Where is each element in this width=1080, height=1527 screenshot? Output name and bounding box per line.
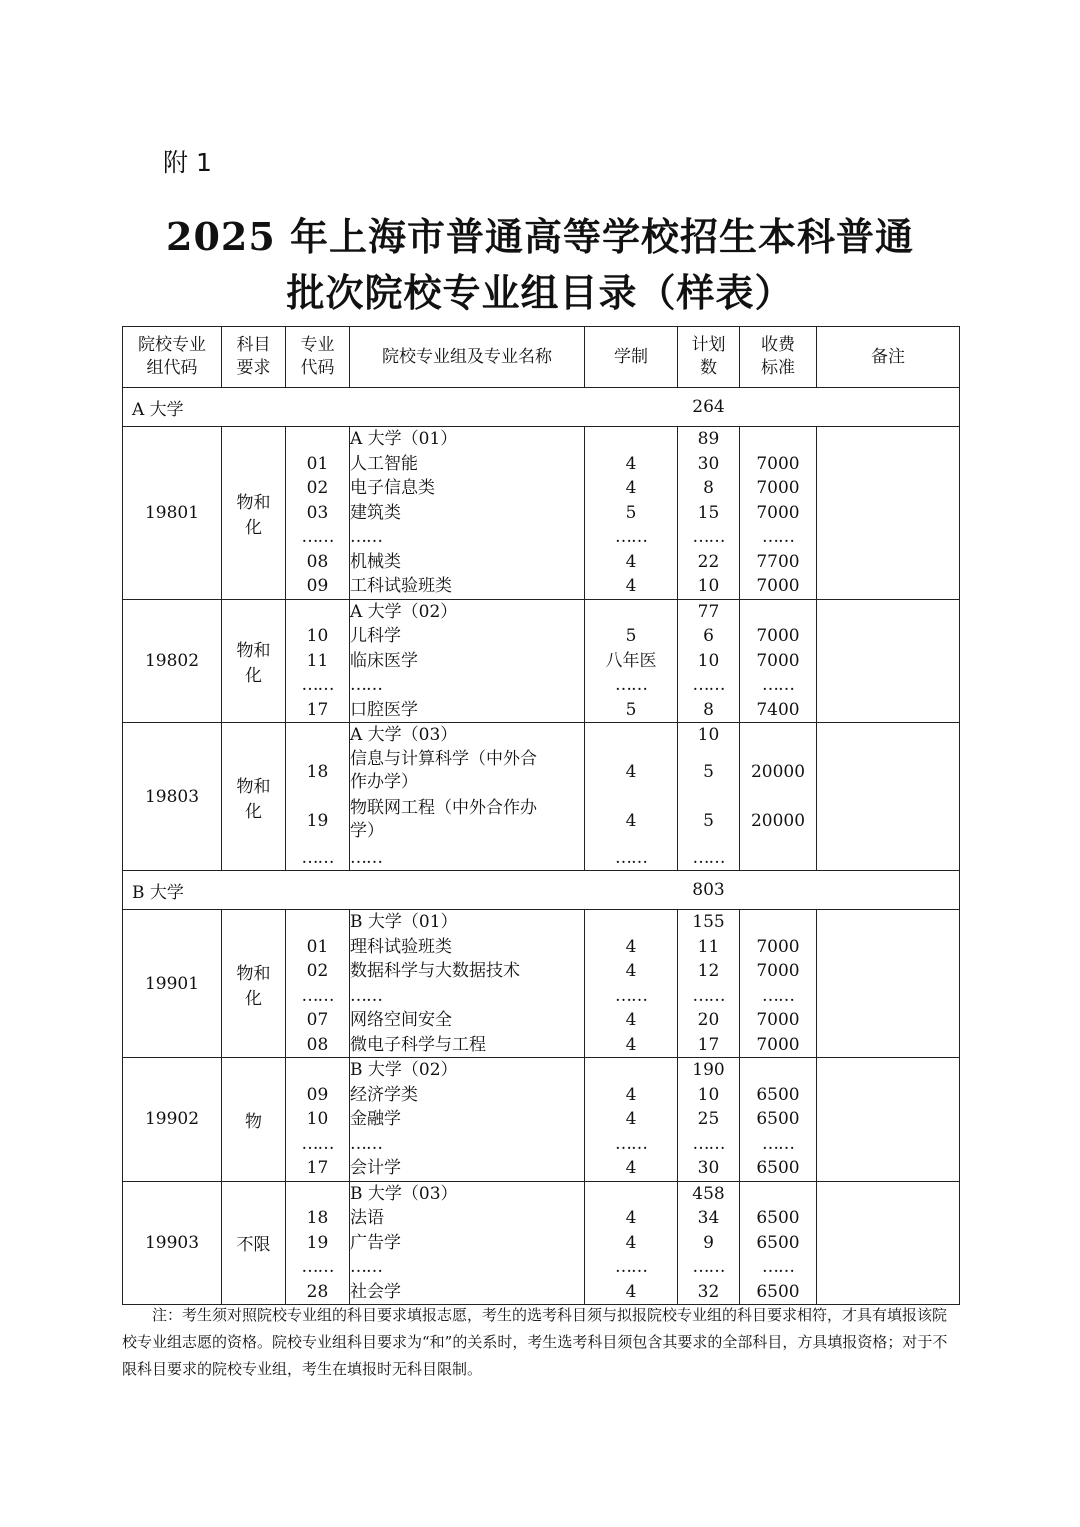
major-name: 社会学: [350, 1281, 401, 1302]
subject-requirement: [222, 1181, 286, 1305]
major-code-blank: [286, 1182, 349, 1207]
duration-cell: [585, 1181, 678, 1305]
duration-blank: [585, 910, 677, 935]
duration-cell: [585, 723, 678, 871]
header-group-code: 院校专业 组代码: [123, 327, 222, 388]
page-title-line-1: 2025 年上海市普通高等学校招生本科普通: [166, 214, 914, 259]
major-name: 理科试验班类: [350, 936, 452, 957]
major-code-cell: [286, 1058, 350, 1182]
major-fee: 7000: [756, 502, 800, 523]
major-name: 广告学: [350, 1232, 401, 1253]
duration-blank: [585, 1058, 677, 1083]
group-row: [123, 910, 960, 1058]
major-duration: 4: [625, 1010, 637, 1030]
major-plan: ……: [692, 1257, 725, 1277]
remark-cell: [817, 723, 960, 871]
major-name: 金融学: [350, 1109, 401, 1129]
major-name-line: 作办学）: [350, 771, 418, 792]
university-name: B 大学: [123, 871, 678, 910]
major-name: ……: [350, 847, 382, 868]
university-row-blank: [740, 388, 960, 427]
major-duration: ……: [615, 1133, 647, 1154]
major-duration: 4: [625, 453, 637, 474]
major-duration: 4: [625, 961, 637, 981]
major-code: 10: [306, 626, 329, 646]
group-name: A 大学（02）: [350, 601, 458, 622]
major-code: 18: [306, 1208, 329, 1228]
subject-requirement: [222, 910, 286, 1058]
fee-cell: [740, 427, 817, 600]
major-fee: ……: [762, 1257, 794, 1277]
major-name: ……: [350, 1257, 382, 1277]
group-plan: 155: [692, 912, 725, 932]
major-plan: 10: [697, 576, 720, 596]
duration-blank: [585, 723, 677, 748]
major-code-cell: [286, 723, 350, 871]
major-plan: 30: [697, 1158, 720, 1178]
group-plan: 458: [692, 1183, 725, 1204]
major-name: 法语: [350, 1208, 384, 1228]
subject-requirement: [222, 723, 286, 871]
university-name: A 大学: [123, 388, 678, 427]
major-code: ……: [301, 847, 334, 868]
major-code: 09: [306, 576, 329, 596]
major-fee: 6500: [756, 1109, 800, 1129]
major-plan: 22: [697, 551, 720, 572]
major-duration: 4: [625, 1109, 637, 1129]
plan-cell: [678, 599, 740, 723]
major-plan: 17: [697, 1034, 720, 1055]
subject-line: 物和: [236, 640, 271, 661]
fee-cell: [740, 1181, 817, 1305]
major-code: 07: [306, 1010, 329, 1030]
major-plan: 10: [697, 650, 720, 671]
major-code: 19: [306, 810, 329, 831]
group-name: B 大学（01）: [350, 912, 458, 932]
major-name: 经济学类: [350, 1084, 418, 1105]
subject-requirement: [222, 1058, 286, 1182]
major-code: 18: [306, 761, 329, 782]
major-name: 儿科学: [350, 626, 401, 646]
major-plan: 34: [697, 1208, 720, 1228]
major-name-cell: [350, 910, 585, 1058]
university-row-blank: [740, 871, 960, 910]
major-code: 08: [306, 1034, 329, 1055]
major-code-blank: [286, 1058, 349, 1083]
group-code: 19901: [123, 910, 222, 1058]
major-name: 电子信息类: [350, 478, 435, 498]
major-name-cell: [350, 1181, 585, 1305]
catalog-body: [123, 388, 960, 1305]
subject-requirement: [222, 599, 286, 723]
group-name: A 大学（03）: [350, 725, 458, 745]
group-code: 19903: [123, 1181, 222, 1305]
duration-cell: [585, 1058, 678, 1182]
fee-blank: [740, 427, 816, 452]
remark-cell: [817, 1058, 960, 1182]
major-plan: ……: [692, 985, 725, 1006]
major-code: 10: [306, 1109, 329, 1129]
group-code: 19802: [123, 599, 222, 723]
header-subject-requirement: 科目 要求: [222, 327, 286, 388]
major-fee: ……: [762, 985, 794, 1006]
plan-cell: [678, 723, 740, 871]
major-plan: ……: [692, 847, 725, 868]
major-duration: 5: [625, 626, 637, 646]
footnote: 注：考生须对照院校专业组的科目要求填报志愿，考生的选考科目须与拟报院校专业组的科目要求相符，才具有填报该院校专业组志愿的资格。院校专业组科目要求为“和”的关系时，考生选考科目须包含其要求的全部科目，方具填报资格；对于不限科目要求的院校专业组，考生在填报时无科目限制。: [122, 1306, 948, 1378]
remark-cell: [817, 599, 960, 723]
major-plan: 10: [697, 1084, 720, 1105]
major-code: 03: [306, 502, 329, 523]
plan-cell: [678, 1058, 740, 1182]
major-fee: 7000: [756, 1010, 800, 1030]
major-name-cell: [350, 723, 585, 871]
major-plan: 5: [703, 761, 714, 782]
major-name: 机械类: [350, 551, 401, 572]
major-duration: 4: [625, 478, 637, 498]
major-fee: 7400: [756, 699, 800, 720]
major-fee: [740, 846, 816, 871]
major-code: ……: [301, 985, 334, 1006]
plan-cell: [678, 910, 740, 1058]
major-name: ……: [350, 527, 382, 547]
major-name: ……: [350, 985, 382, 1006]
header-remark: 备注: [817, 327, 960, 388]
major-fee: ……: [762, 1133, 794, 1154]
major-plan: ……: [692, 1133, 725, 1154]
major-duration: 5: [625, 502, 637, 523]
major-name: ……: [350, 675, 382, 695]
major-name: 建筑类: [350, 502, 401, 523]
group-name: A 大学（01）: [350, 429, 458, 449]
major-code-blank: [286, 910, 349, 935]
major-plan: 12: [697, 961, 720, 981]
remark-cell: [817, 910, 960, 1058]
major-duration: 4: [625, 810, 637, 831]
major-fee: 7000: [756, 576, 800, 596]
subject-line: 不限: [236, 1235, 271, 1256]
major-duration: 4: [625, 761, 637, 782]
header-fee: 收费 标准: [740, 327, 817, 388]
major-fee: 7000: [756, 936, 800, 957]
university-row: [123, 388, 960, 427]
group-code: 19902: [123, 1058, 222, 1182]
duration-blank: [585, 427, 677, 452]
attachment-label: 附 1: [163, 148, 212, 177]
header-row: [123, 327, 960, 388]
major-code-blank: [286, 427, 349, 452]
catalog-table: [122, 326, 960, 1305]
group-plan: 89: [697, 429, 720, 449]
major-duration: ……: [615, 1257, 647, 1277]
major-name-cell: [350, 1058, 585, 1182]
major-name-line: 学）: [350, 820, 384, 841]
group-row: [123, 1181, 960, 1305]
major-name: 数据科学与大数据技术: [350, 961, 520, 981]
subject-line: 物: [245, 1111, 262, 1132]
major-fee: 7000: [756, 478, 800, 498]
major-code: 11: [306, 650, 329, 671]
major-plan: 8: [703, 699, 714, 720]
major-duration: 4: [625, 1158, 637, 1178]
header-plan: 计划 数: [678, 327, 740, 388]
major-fee: 7700: [756, 551, 800, 572]
major-code-cell: [286, 1181, 350, 1305]
fee-cell: [740, 1058, 817, 1182]
header-name: 院校专业组及专业名称: [350, 327, 585, 388]
university-total: 803: [678, 871, 740, 910]
major-name: 网络空间安全: [350, 1010, 452, 1030]
duration-cell: [585, 427, 678, 600]
major-name: 会计学: [350, 1158, 401, 1178]
major-name: 人工智能: [350, 453, 418, 474]
group-name: B 大学（02）: [350, 1060, 458, 1080]
major-code-blank: [286, 600, 349, 625]
major-code: 01: [306, 453, 329, 474]
major-fee: 7000: [756, 650, 800, 671]
plan-cell: [678, 427, 740, 600]
page-title-line-2: 批次院校专业组目录（样表）: [286, 270, 794, 315]
fee-blank: [740, 723, 816, 748]
major-name-cell: [350, 427, 585, 600]
major-fee: 6500: [756, 1232, 800, 1253]
major-fee: 20000: [750, 810, 806, 831]
fee-cell: [740, 910, 817, 1058]
major-duration: ……: [615, 675, 647, 695]
plan-cell: [678, 1181, 740, 1305]
major-duration: ……: [615, 527, 647, 547]
major-code: ……: [301, 1257, 334, 1277]
group-row: [123, 723, 960, 871]
major-plan: 8: [703, 478, 714, 498]
major-duration: 4: [625, 1034, 637, 1055]
major-code: ……: [301, 675, 334, 695]
major-code: 01: [306, 936, 329, 957]
subject-line: 物和: [236, 492, 271, 513]
group-row: [123, 1058, 960, 1182]
major-duration: ……: [615, 985, 647, 1006]
major-fee: 7000: [756, 961, 800, 981]
major-code-cell: [286, 427, 350, 600]
major-plan: ……: [692, 527, 725, 547]
group-plan: 77: [697, 601, 720, 622]
major-duration: 5: [625, 699, 637, 720]
duration-blank: [585, 1182, 677, 1207]
major-name-cell: [350, 599, 585, 723]
major-plan: 32: [697, 1281, 720, 1302]
major-fee: 20000: [750, 761, 806, 782]
major-fee: 7000: [756, 626, 800, 646]
major-plan: 5: [703, 810, 714, 831]
major-fee: ……: [762, 527, 794, 547]
subject-requirement: [222, 427, 286, 600]
major-duration: 4: [625, 551, 637, 572]
major-plan: 30: [697, 453, 720, 474]
duration-cell: [585, 910, 678, 1058]
major-name: 工科试验班类: [350, 576, 452, 596]
header-major-code: 专业 代码: [286, 327, 350, 388]
major-code: 02: [306, 478, 329, 498]
subject-line: 物和: [236, 776, 271, 797]
group-code: 19803: [123, 723, 222, 871]
major-duration: 4: [625, 576, 637, 596]
group-row: [123, 427, 960, 600]
header-duration: 学制: [585, 327, 678, 388]
group-row: [123, 599, 960, 723]
major-plan: ……: [692, 675, 725, 695]
major-plan: 25: [697, 1109, 720, 1129]
major-fee: 6500: [756, 1084, 800, 1105]
duration-blank: [585, 600, 677, 625]
major-plan: 9: [703, 1232, 714, 1253]
fee-cell: [740, 599, 817, 723]
major-fee: ……: [762, 675, 794, 695]
major-name: 临床医学: [350, 650, 418, 671]
major-fee: 6500: [756, 1281, 800, 1302]
subject-line: 化: [245, 665, 262, 686]
subject-line: 化: [245, 988, 262, 1009]
university-row: [123, 871, 960, 910]
major-plan: 11: [697, 936, 720, 957]
group-name: B 大学（03）: [350, 1183, 458, 1204]
major-fee: 6500: [756, 1208, 800, 1228]
fee-blank: [740, 600, 816, 625]
major-code: 17: [306, 699, 329, 720]
major-duration: 4: [625, 1208, 637, 1228]
major-code: 17: [306, 1158, 329, 1178]
major-code: 08: [306, 551, 329, 572]
major-plan: 15: [697, 502, 720, 523]
fee-cell: [740, 723, 817, 871]
group-plan: 10: [697, 725, 720, 745]
major-duration: 4: [625, 1281, 637, 1302]
duration-cell: [585, 599, 678, 723]
fee-blank: [740, 1058, 816, 1083]
subject-line: 化: [245, 801, 262, 822]
major-fee: 6500: [756, 1158, 800, 1178]
major-plan: 20: [697, 1010, 720, 1030]
major-fee: 7000: [756, 1034, 800, 1055]
major-duration: 4: [625, 1084, 637, 1105]
remark-cell: [817, 1181, 960, 1305]
major-code-blank: [286, 723, 349, 748]
subject-line: 物和: [236, 963, 271, 984]
major-duration: 4: [625, 1232, 637, 1253]
major-name: 口腔医学: [350, 699, 418, 720]
major-name-line: 信息与计算科学（中外合: [350, 748, 537, 769]
group-code: 19801: [123, 427, 222, 600]
major-plan: 6: [703, 626, 714, 646]
major-code: 02: [306, 961, 329, 981]
major-name: [350, 748, 584, 797]
fee-blank: [740, 1182, 816, 1207]
major-code: 28: [306, 1281, 329, 1302]
university-total: 264: [678, 388, 740, 427]
major-fee: 7000: [756, 453, 800, 474]
major-code: ……: [301, 527, 334, 547]
major-name: ……: [350, 1133, 382, 1154]
group-plan: 190: [692, 1060, 725, 1080]
major-code-cell: [286, 599, 350, 723]
major-duration: 八年医: [605, 650, 657, 671]
major-name: [350, 797, 584, 846]
major-code: 09: [306, 1084, 329, 1105]
remark-cell: [817, 427, 960, 600]
major-code-cell: [286, 910, 350, 1058]
major-name: 微电子科学与工程: [350, 1034, 486, 1055]
major-code: 19: [306, 1232, 329, 1253]
major-name-line: 物联网工程（中外合作办: [350, 797, 537, 818]
subject-line: 化: [245, 517, 262, 538]
fee-blank: [740, 910, 816, 935]
major-duration: ……: [615, 847, 647, 868]
major-code: ……: [301, 1133, 334, 1154]
major-duration: 4: [625, 936, 637, 957]
